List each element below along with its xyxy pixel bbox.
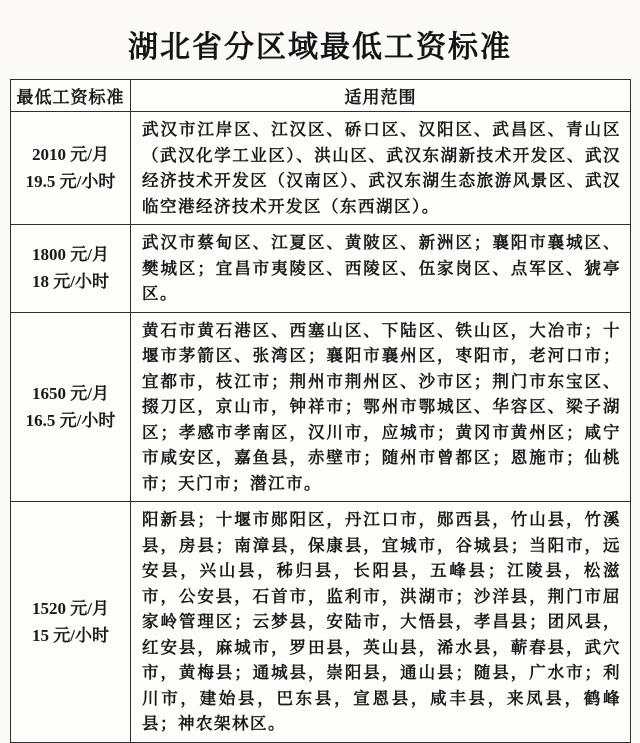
applicable-scope-cell: 黄石市黄石港区、西塞山区、下陆区、铁山区，大冶市；十堰市茅箭区、张湾区；襄阳市襄州区，枣阳市，老河口市；宜都市，枝江市；荆州市荆州区、沙市区；荆门市东宝区、掇刀区，京山市，钟祥市；鄂州市鄂城区、华容区、梁子湖区；孝感市孝南区，汉川市，应城市；黄冈市黄州区；咸宁市咸安区，嘉鱼县，赤壁市；随州市曾都区；恩施市；仙桃市；天门市；潜江市。: [131, 312, 631, 502]
applicable-scope-cell: 武汉市江岸区、江汉区、硚口区、汉阳区、武昌区、青山区（武汉化学工业区）、洪山区、武汉东湖新技术开发区、武汉经济技术开发区（汉南区）、武汉东湖生态旅游风景区、武汉临空港经济技术开发区（东西湖区）。: [131, 112, 631, 225]
wage-standard-cell: [11, 312, 131, 502]
wage-standard-cell: [11, 225, 131, 313]
hourly-wage: 16.5 元/小时: [25, 410, 116, 430]
column-header-applicable-scope: 适用范围: [131, 80, 631, 112]
table-row: [11, 502, 631, 743]
applicable-scope-cell: 武汉市蔡甸区、江夏区、黄陂区、新洲区；襄阳市襄城区、樊城区；宜昌市夷陵区、西陵区、伍家岗区、点军区、猇亭区。: [131, 225, 631, 313]
minimum-wage-table: [10, 79, 631, 743]
hourly-wage: 18 元/小时: [32, 272, 109, 292]
table-row: [11, 225, 631, 313]
monthly-wage: 1650 元/月: [32, 383, 109, 403]
wage-standard-cell: [11, 502, 131, 743]
monthly-wage: 1520 元/月: [32, 598, 109, 618]
wage-standard-cell: [11, 112, 131, 225]
monthly-wage: 2010 元/月: [32, 145, 109, 164]
column-header-wage-standard: 最低工资标准: [11, 80, 131, 112]
table-row: [11, 312, 631, 502]
hourly-wage: 19.5 元/小时: [25, 172, 116, 191]
monthly-wage: 1800 元/月: [32, 245, 109, 265]
hourly-wage: 15 元/小时: [32, 625, 109, 645]
table-header-row: [11, 80, 631, 112]
page-title: 湖北省分区域最低工资标准: [128, 31, 512, 64]
table-row: [11, 112, 631, 225]
applicable-scope-cell: 阳新县；十堰市郧阳区，丹江口市，郧西县，竹山县，竹溪县，房县；南漳县，保康县，宜城市，谷城县；当阳市，远安县，兴山县，秭归县，长阳县，五峰县；江陵县，松滋市，公安县，石首市，监利市，洪湖市；沙洋县，荆门市屈家岭管理区；云梦县，安陆市，大悟县，孝昌县；团风县，红安县，麻城市，罗田县，英山县，浠水县，蕲春县，武穴市，黄梅县；通城县，崇阳县，通山县；随县，广水市；利川市，建始县，巴东县，宣恩县，咸丰县，来凤县，鹤峰县；神农架林区。: [131, 502, 631, 743]
